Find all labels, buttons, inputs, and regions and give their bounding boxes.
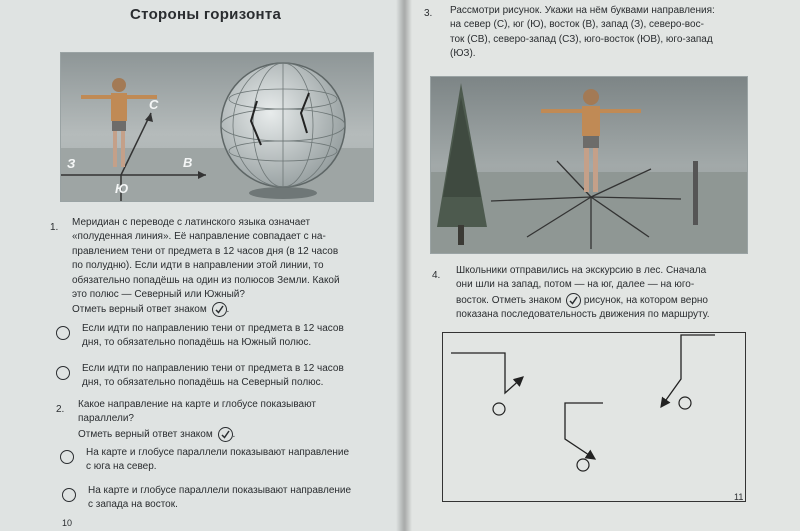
answer-line: Если идти по направлению тени от предмета в 12 часов <box>82 363 344 374</box>
question-4-line <box>456 293 780 309</box>
question-3-line: (ЮЗ). <box>450 48 476 60</box>
question-1-text <box>72 216 357 318</box>
question-2-line: параллели? <box>78 413 134 425</box>
page-number-left: 10 <box>62 518 73 528</box>
answer-line: На карте и глобусе параллели показывают направление <box>86 447 350 458</box>
question-4-line: показана последовательность движения по маршруту. <box>456 309 710 321</box>
question-4-line: они шли на запад, потом — на юг, далее — на юго- <box>456 279 695 291</box>
route-option-a-path <box>451 353 523 393</box>
answer-line: дня, то обязательно попадёшь на Южный полюс. <box>82 337 312 349</box>
answer-line: дня, то обязательно попадёшь на Северный полюс. <box>82 377 324 389</box>
answer-text <box>82 322 344 351</box>
route-option-c-path <box>565 403 603 459</box>
question-2-instruction-text: Отметь верный ответ знаком <box>78 428 213 440</box>
question-3-line: Рассмотри рисунок. Укажи на нём буквами направления: <box>450 5 715 16</box>
answer-radio[interactable] <box>60 450 74 464</box>
checkmark-circle-icon <box>566 293 581 308</box>
question-1-number: 1. <box>50 222 59 233</box>
page-title: Стороны горизонта <box>130 6 282 23</box>
answer-text <box>82 362 344 391</box>
answer-text <box>88 484 351 513</box>
direction-label-east: В <box>183 155 193 170</box>
question-1-line: правлением тени от предмета в 12 часов дня (в 12 часов <box>72 245 339 257</box>
route-options-box <box>442 332 746 502</box>
question-4-number: 4. <box>432 270 441 281</box>
route-option-b-path <box>661 335 715 407</box>
compass-globe-illustration <box>60 52 374 202</box>
scene-drawing <box>431 77 747 253</box>
question-2-instruction: Отметь верный ответ знаком . <box>78 427 363 443</box>
route-option-b-radio[interactable] <box>679 397 691 409</box>
answer-text <box>86 446 349 475</box>
question-2-number: 2. <box>56 404 65 415</box>
question-3-line: на север (С), юг (Ю), восток (В), запад (З), северо-вос- <box>450 19 704 31</box>
question-1-line: «полуденная линия». Её направление совпадает с на- <box>72 231 326 243</box>
direction-label-north: С <box>149 97 159 112</box>
question-1-answer-2[interactable] <box>56 362 356 391</box>
question-1-instruction-text: Отметь верный ответ знаком <box>72 304 207 316</box>
illustration-drawing <box>61 53 373 201</box>
direction-label-south: Ю <box>115 181 129 196</box>
answer-radio[interactable] <box>56 366 70 380</box>
question-2-answer-2[interactable] <box>62 484 362 513</box>
book-gutter <box>396 0 412 531</box>
question-1-line: обязательно попадёшь на один из полюсов Земли. Какой <box>72 274 340 286</box>
question-3-line: ток (СВ), северо-запад (СЗ), юго-восток (ЮВ), юго-запад <box>450 33 713 45</box>
direction-label-west: З <box>67 156 76 171</box>
question-1-instruction: Отметь верный ответ знаком . <box>72 302 357 318</box>
question-1-line: это полюс — Северный или Южный? <box>72 289 245 301</box>
question-2-answer-1[interactable] <box>60 446 360 475</box>
question-2-line: Какое направление на карте и глобусе показывают <box>78 399 316 410</box>
question-1-line: Меридиан с переводе с латинского языка означает <box>72 217 311 228</box>
question-1-line: по полудню). Если идти в направлении этой линии, то <box>72 260 324 272</box>
question-3-text <box>450 4 786 62</box>
question-4-line-part: восток. Отметь знаком <box>456 294 562 306</box>
answer-line: с запада на восток. <box>88 499 178 511</box>
answer-line: Если идти по направлению тени от предмета в 12 часов <box>82 323 344 334</box>
answer-radio[interactable] <box>62 488 76 502</box>
route-options-drawing <box>443 333 745 501</box>
checkmark-circle-icon <box>218 427 233 442</box>
answer-line: На карте и глобусе параллели показывают направление <box>88 485 352 496</box>
question-1-answer-1[interactable] <box>56 322 356 351</box>
question-4-text <box>456 264 780 323</box>
checkmark-circle-icon <box>212 302 227 317</box>
route-option-a-radio[interactable] <box>493 403 505 415</box>
question-2-text <box>78 398 363 442</box>
question-4-line: Школьники отправились на экскурсию в лес. Сначала <box>456 265 707 276</box>
answer-radio[interactable] <box>56 326 70 340</box>
directions-scene-illustration <box>430 76 748 254</box>
page-number-right: 11 <box>734 492 744 502</box>
question-3-number: 3. <box>424 8 433 19</box>
question-4-line-part: рисунок, на котором верно <box>583 294 708 306</box>
route-option-c-radio[interactable] <box>577 459 589 471</box>
answer-line: с юга на север. <box>86 461 157 473</box>
